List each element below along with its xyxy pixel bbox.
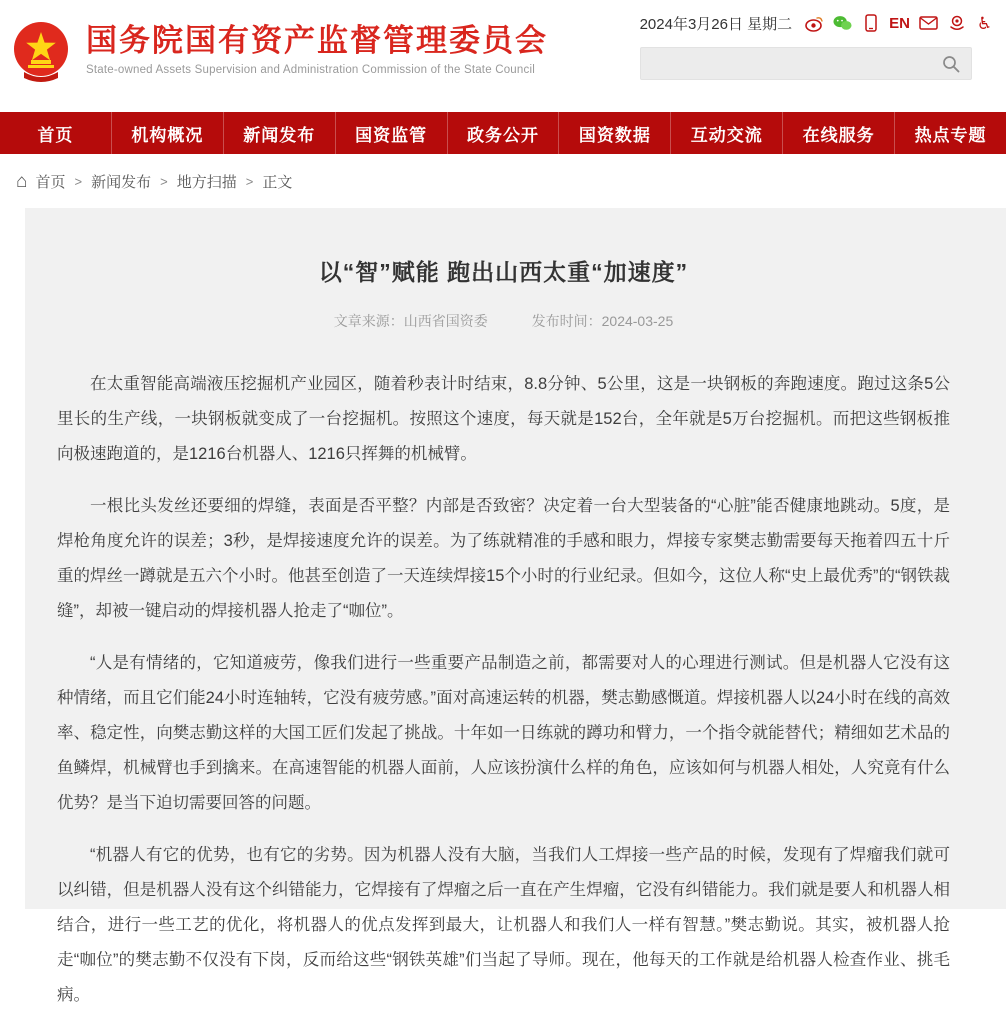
nav-item-news[interactable]: 新闻发布: [224, 112, 336, 154]
nav-item-data[interactable]: 国资数据: [559, 112, 671, 154]
weibo-icon[interactable]: [805, 14, 824, 33]
article-paragraph: “人是有情绪的，它知道疲劳，像我们进行一些重要产品制造之前，都需要对人的心理进行测试。但是机器人它没有这种情绪，而且它们能24小时连轴转，它没有疲劳感。”面对高速运转的机器，樊志勤感慨道。焊接机器人以24小时在线的高效率、稳定性，向樊志勤这样的大国工匠们发起了挑战。十年如一日练就的蹲功和臂力，一个指令就能替代；精细如艺术品的鱼鳞焊，机械臂也手到擒来。在高速智能的机器人面前，人应该扮演什么样的角色，应该如何与机器人相处，人究竟有什么优势？是当下迫切需要回答的问题。: [57, 654, 950, 812]
search-icon: [941, 54, 961, 74]
breadcrumb-separator: >: [160, 173, 168, 189]
current-date: 2024年3月26日 星期二: [639, 15, 793, 33]
nav-item-topics[interactable]: 热点专题: [914, 125, 987, 145]
nav-item-supervision[interactable]: 国资监管: [336, 112, 448, 154]
breadcrumb-separator: >: [74, 173, 83, 189]
org-name-cn: 国务院国有资产监督管理委员会: [86, 23, 548, 58]
article-paragraph: “机器人有它的优势，也有它的劣势。因为机器人没有大脑，当我们人工焊接一些产品的时候，发现有了焊瘤我们就可以纠错，但是机器人没有这个纠错能力，它焊接有了焊瘤之后一直在产生焊瘤，它没有纠错能力。我们就是要人和机器人相结合，进行一些工艺的优化，将机器人的优点发挥到最大，让机器人和我们人一样有智慧。”樊志勤说。其实，被机器人抢走“咖位”的樊志勤不仅没有下岗，反而给这些“钢铁英雄”们当起了导师。现在，他每天的工作就是给机器人检查作业、挑毛病。: [57, 846, 950, 1004]
nav-item-interaction[interactable]: 互动交流: [671, 112, 783, 154]
breadcrumb-news[interactable]: 新闻发布: [91, 173, 152, 191]
search-button[interactable]: [941, 51, 967, 77]
mobile-icon[interactable]: [861, 14, 880, 33]
home-icon: ⌂: [16, 170, 28, 192]
nav-item-services[interactable]: 在线服务: [783, 112, 895, 154]
article-paragraph: 在太重智能高端液压挖掘机产业园区，随着秒表计时结束，8.8分钟、5公里，这是一块钢板的奔跑速度。跑过这条5公里长的生产线，一块钢板就变成了一台挖掘机。按照这个速度，每天就是152台，全年就是5万台挖掘机。而把这些钢板推向极速跑道的，是1216台机器人、1216只挥舞的机械臂。: [57, 375, 950, 463]
article-body: [57, 367, 950, 1013]
article-paragraph: 一根比头发丝还要细的焊缝，表面是否平整？内部是否致密？决定着一台大型装备的“心脏”能否健康地跳动。5度，是焊枪角度允许的误差；3秒，是焊接速度允许的误差。为了练就精准的手感和眼力，焊接专家樊志勤需要每天拖着四五十斤重的焊丝一蹲就是五六个小时。他甚至创造了一天连续焊接15个小时的行业纪录。但如今，这位人称“史上最优秀”的“钢铁裁缝”，却被一键启动的焊接机器人抢走了“咖位”。: [57, 497, 950, 620]
main-nav: [0, 112, 1006, 154]
article-meta: [57, 311, 950, 331]
breadcrumb-local-scan[interactable]: 地方扫描: [176, 173, 237, 191]
search-box: [640, 47, 972, 80]
nav-item-disclosure[interactable]: 政务公开: [448, 112, 560, 154]
org-name-en: State-owned Assets Supervision and Administration Commission of the State Council: [86, 64, 535, 77]
nav-item-overview[interactable]: 机构概况: [112, 112, 224, 154]
mail-icon[interactable]: [919, 14, 938, 33]
english-version-link[interactable]: EN: [889, 14, 910, 32]
site-header: [0, 0, 1006, 112]
wechat-icon[interactable]: [833, 14, 852, 33]
breadcrumb-separator: >: [245, 173, 254, 189]
article-publish-time: 发布时间：2024-03-25: [531, 313, 674, 329]
breadcrumb-home[interactable]: 首页: [35, 173, 66, 191]
accessibility-icon[interactable]: ♿: [976, 13, 993, 33]
contact-icon[interactable]: [947, 14, 966, 33]
breadcrumb: [0, 154, 1006, 208]
breadcrumb-current: 正文: [262, 173, 293, 191]
nav-item-home[interactable]: 首页: [0, 112, 112, 154]
national-emblem-icon: [12, 20, 70, 84]
site-logo[interactable]: [12, 20, 548, 84]
article-title: 以“智”赋能 跑出山西太重“加速度”: [318, 259, 689, 285]
search-input[interactable]: [649, 48, 934, 79]
article-source: 文章来源：山西省国资委: [333, 313, 488, 329]
article-panel: [25, 208, 1006, 1004]
